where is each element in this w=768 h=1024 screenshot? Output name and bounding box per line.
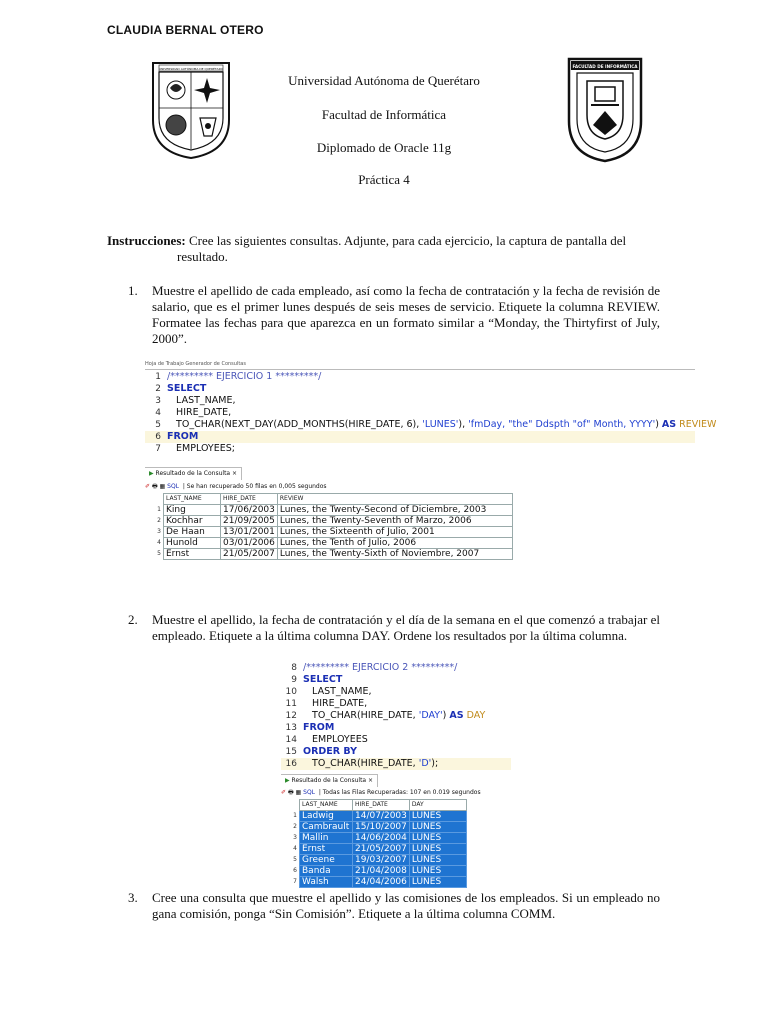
row-number: 3 [157,528,161,535]
table-cell[interactable]: 21/05/2007 [353,844,410,855]
question-3-text: Cree una consulta que muestre el apellido y las comisiones de los empleados. Si un empleado no gana comisión, ponga “Sin Comisión”. Etiquete a la última columna COMM. [152,890,660,921]
code-token: EMPLOYEES [303,734,368,745]
table-cell[interactable]: 14/06/2004 [353,833,410,844]
sql-developer-screenshot-2 [281,660,511,887]
pin-icon[interactable]: ✐ [145,483,151,490]
table-cell[interactable]: 24/04/2006 [353,877,410,888]
column-header[interactable]: DAY [409,800,466,811]
table-cell[interactable]: 19/03/2007 [353,855,410,866]
row-number-header [285,800,300,811]
row-number: 1 [157,506,161,513]
table-row[interactable] [285,866,466,877]
column-header[interactable]: HIRE_DATE [353,800,410,811]
table-cell[interactable]: Ernst [164,549,221,560]
code-token: ); [431,758,439,769]
table-cell[interactable]: 14/07/2003 [353,811,410,822]
sql-developer-screenshot-1 [145,361,717,563]
export-icon[interactable]: ▦ [159,483,166,490]
instructions-text-cont: resultado. [177,249,228,264]
question-3-number: 3. [128,890,138,905]
table-cell[interactable]: LUNES [409,866,466,877]
table-cell[interactable]: Walsh [300,877,353,888]
table-row[interactable] [149,505,512,516]
instructions-label: Instrucciones: [107,233,186,248]
table-cell[interactable]: Ernst [300,844,353,855]
code-line[interactable] [281,758,511,770]
table-cell[interactable]: Greene [300,855,353,866]
code-token: TO_CHAR(NEXT_DAY(ADD_MONTHS(HIRE_DATE, 6), [167,419,423,430]
question-1-text: Muestre el apellido de cada empleado, así como la fecha de contratación y la fecha de revisión de salario, que es el primer lunes después de seis meses de servicio. Etiquete la columna REVIEW. Formatee las fechas para que aparezca en un formato similar a “Monday, the Thirtyfirst of July, 2000”. [152,283,660,346]
table-cell[interactable]: Lunes, the Twenty-Second of Diciembre, 2003 [277,505,512,516]
question-2-number: 2. [128,612,138,627]
code-line[interactable] [145,395,695,407]
table-cell[interactable]: Banda [300,866,353,877]
print-icon[interactable]: 🖶 [287,789,294,796]
result-toolbar: ✐ 🖶 ▦ SQL | Todas las Filas Recuperadas: 107 en 0.019 segundos [281,789,481,796]
line-number: 11 [285,699,297,709]
svg-text:FACULTAD DE INFORMÁTICA: FACULTAD DE INFORMÁTICA [572,64,638,69]
code-text [161,443,235,455]
code-line[interactable] [281,734,511,746]
code-token: ) [655,419,662,430]
code-token: 'D' [418,758,432,769]
grid-header-row [285,800,466,811]
table-row[interactable] [149,549,512,560]
table-row[interactable] [285,822,466,833]
table-cell[interactable]: LUNES [409,855,466,866]
table-cell[interactable]: Lunes, the Sixteenth of Julio, 2001 [277,527,512,538]
code-text [297,746,357,758]
practice-title: Práctica 4 [358,172,410,187]
row-number: 2 [293,823,297,830]
table-cell[interactable]: Kochhar [164,516,221,527]
university-title: Universidad Autónoma de Querétaro [288,73,480,88]
code-text [161,395,235,407]
code-line[interactable] [281,698,511,710]
code-text [161,431,198,443]
code-token: HIRE_DATE, [167,407,232,418]
table-cell[interactable]: Ladwig [300,811,353,822]
table-row[interactable] [285,811,466,822]
author-name: CLAUDIA BERNAL OTERO [107,23,264,37]
code-text [161,407,231,419]
row-number: 6 [293,867,297,874]
svg-text:UNIVERSIDAD AUTÓNOMA DE QUERÉT: UNIVERSIDAD AUTÓNOMA DE QUERÉTARO [158,67,224,71]
table-cell[interactable]: LUNES [409,811,466,822]
code-line[interactable] [145,407,695,419]
worksheet-tab-strip: Hoja de Trabajo Generador de Consultas [145,361,695,370]
code-token: LAST_NAME, [167,395,236,406]
table-cell[interactable]: Mallin [300,833,353,844]
tab-query-result[interactable]: ▶ Resultado de la Consulta × [145,467,242,480]
result-toolbar: ✐ 🖶 ▦ SQL | Se han recuperado 50 filas en 0,005 segundos [145,483,327,490]
code-text [161,383,206,395]
table-cell[interactable]: LUNES [409,822,466,833]
code-token: AS [661,419,677,430]
instructions-text: Cree las siguientes consultas. Adjunte, para cada ejercicio, la captura de pantalla del [188,233,627,248]
row-number: 2 [157,517,161,524]
code-text [297,722,334,734]
code-token: LAST_NAME, [303,686,372,697]
code-text [297,686,371,698]
code-token: TO_CHAR(HIRE_DATE, [303,710,419,721]
row-number: 3 [293,834,297,841]
line-number: 7 [155,444,161,454]
row-number: 4 [157,539,161,546]
code-token: FROM [303,722,335,733]
table-cell[interactable]: 21/09/2005 [221,516,278,527]
row-number: 5 [157,550,161,557]
code-token: SELECT [167,383,207,394]
table-row[interactable] [285,844,466,855]
code-text [297,710,485,722]
table-cell[interactable]: 03/01/2006 [221,538,278,549]
code-token: EMPLOYEES; [167,443,235,454]
code-editor[interactable] [281,662,511,772]
line-number: 15 [285,747,297,757]
table-row[interactable] [149,538,512,549]
sql-label[interactable]: SQL [303,789,316,796]
table-cell[interactable]: Cambrault [300,822,353,833]
instructions [107,233,667,265]
line-number: 6 [155,432,161,442]
line-number: 4 [155,408,161,418]
table-cell[interactable]: 21/05/2007 [221,549,278,560]
code-token: SELECT [303,674,343,685]
line-number: 2 [155,384,161,394]
table-cell[interactable]: LUNES [409,833,466,844]
line-number: 13 [285,723,297,733]
question-1-number: 1. [128,283,138,298]
result-grid[interactable] [149,493,513,560]
table-cell[interactable]: Hunold [164,538,221,549]
table-cell[interactable]: LUNES [409,877,466,888]
result-grid[interactable] [285,799,467,888]
code-token: TO_CHAR(HIRE_DATE, [303,758,419,769]
table-cell[interactable]: 15/10/2007 [353,822,410,833]
line-number: 9 [291,675,297,685]
status-text: Todas las Filas Recuperadas: 107 en 0.019 segundos [322,789,481,796]
row-number: 7 [293,878,297,885]
code-token: /********* EJERCICIO 2 *********/ [303,662,458,673]
code-text [297,662,457,674]
code-text [297,758,438,770]
table-cell[interactable]: King [164,505,221,516]
line-number: 10 [285,687,297,697]
table-row[interactable] [285,833,466,844]
tab-query-result[interactable]: ▶ Resultado de la Consulta × [281,774,378,787]
code-token: 'fmDay, "the" Ddspth "of" Month, YYYY' [468,419,656,430]
code-token: 'LUNES' [422,419,459,430]
table-cell[interactable]: 17/06/2003 [221,505,278,516]
sql-label[interactable]: SQL [167,483,180,490]
row-number: 4 [293,845,297,852]
row-number: 1 [293,812,297,819]
code-token: 'DAY' [418,710,443,721]
code-line[interactable] [281,722,511,734]
code-token: ) [442,710,450,721]
code-line[interactable] [281,710,511,722]
line-number: 12 [285,711,297,721]
column-header[interactable]: LAST_NAME [300,800,353,811]
code-token: /********* EJERCICIO 1 *********/ [167,371,322,382]
table-cell[interactable]: Lunes, the Twenty-Sixth of Noviembre, 2007 [277,549,512,560]
line-number: 8 [291,663,297,673]
export-icon[interactable]: ▦ [295,789,302,796]
course-title: Diplomado de Oracle 11g [316,140,452,155]
code-token: DAY [463,710,486,721]
code-line[interactable] [145,419,717,431]
code-text [297,674,342,686]
column-header[interactable]: LAST_NAME [164,494,221,505]
code-editor[interactable] [145,371,717,463]
line-number: 3 [155,396,161,406]
code-line[interactable] [281,746,511,758]
pin-icon[interactable]: ✐ [281,789,287,796]
code-text [297,734,368,746]
code-line[interactable] [145,383,695,395]
table-row[interactable] [285,855,466,866]
question-2-text: Muestre el apellido, la fecha de contratación y el día de la semana en el que comenzó a trabajar el empleado. Etiquete a la última columna DAY. Ordene los resultados por la última columna. [152,612,660,643]
row-number-header [149,494,164,505]
table-cell[interactable]: Lunes, the Twenty-Seventh of Marzo, 2006 [277,516,512,527]
line-number: 14 [285,735,297,745]
code-token: ORDER BY [303,746,357,757]
faculty-title: Facultad de Informática [321,107,447,122]
print-icon[interactable]: 🖶 [151,483,158,490]
grid-header-row [149,494,512,505]
table-cell[interactable]: De Haan [164,527,221,538]
table-cell[interactable]: LUNES [409,844,466,855]
code-line[interactable] [145,371,695,383]
code-line[interactable] [281,662,511,674]
row-number: 5 [293,856,297,863]
table-cell[interactable]: Lunes, the Tenth of Julio, 2006 [277,538,512,549]
code-token: FROM [167,431,199,442]
table-row[interactable] [149,516,512,527]
table-row[interactable] [149,527,512,538]
code-token: HIRE_DATE, [303,698,368,709]
line-number: 16 [285,759,297,769]
code-line[interactable] [145,431,695,443]
code-line[interactable] [281,686,511,698]
code-text [161,371,321,383]
code-line[interactable] [145,443,695,455]
line-number: 1 [155,372,161,382]
code-text [161,419,716,431]
column-header[interactable]: HIRE_DATE [221,494,278,505]
faculty-informatics-logo [565,55,645,163]
code-token: AS [449,710,464,721]
code-token: ), [458,419,469,430]
code-token: REVIEW [676,419,717,430]
status-text: Se han recuperado 50 filas en 0,005 segundos [186,483,327,490]
line-number: 5 [155,420,161,430]
table-cell[interactable]: 21/04/2008 [353,866,410,877]
column-header[interactable]: REVIEW [277,494,512,505]
table-row[interactable] [285,877,466,888]
code-line[interactable] [281,674,511,686]
table-cell[interactable]: 13/01/2001 [221,527,278,538]
code-text [297,698,367,710]
